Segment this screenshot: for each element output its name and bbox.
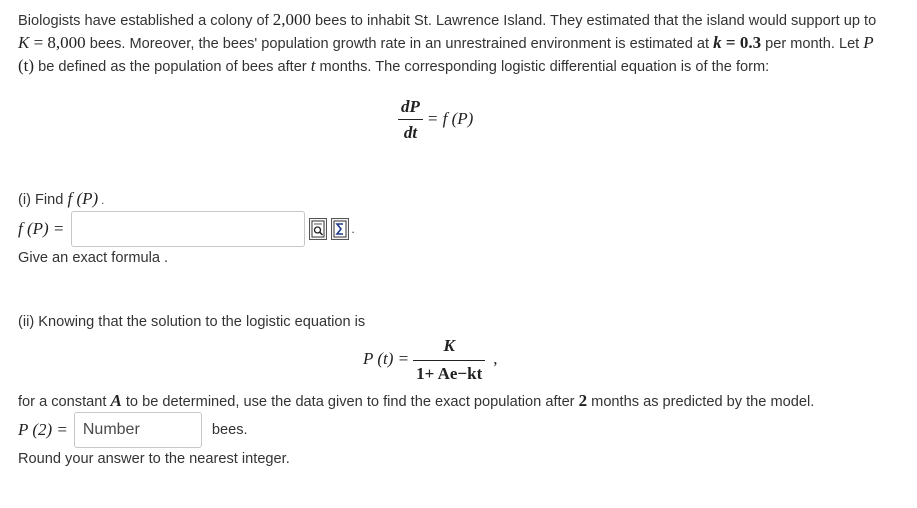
population-answer-row — [18, 412, 248, 448]
unit-label: bees. — [211, 422, 248, 438]
formula-preview-icon — [311, 220, 325, 238]
part-2-instructions: for a constant A to be determined, use the data given to find the exact population after 2 months as predicted by the model. — [18, 391, 815, 410]
logistic-solution-equation: P (t) = $\frac{K}{1+ Ae-kt}$ , — [363, 336, 498, 383]
formula-editor-button[interactable] — [331, 218, 349, 240]
formula-preview-button[interactable] — [309, 218, 327, 240]
population-number-input[interactable] — [74, 412, 202, 448]
part-2-title: (ii) Knowing that the solution to the logistic equation is — [18, 314, 366, 330]
solution-fraction: $\frac{K}{1+ Ae-kt}$ — [413, 336, 485, 384]
problem-statement: Biologists have established a colony of 2,000 bees to inhabit St. Lawrence Island. They estimated that the island would support up to K = 8,000 bees. Moreover, the bees' population growth rate in an unrestrained environment is estimated at k = 0.3 per month. Let P (t) be defined as the population of bees after t months. The corresponding logistic differential equation is of the form: — [18, 10, 877, 75]
carrying-capacity: K = 8,000 — [18, 33, 86, 52]
population-function: P (t) — [18, 33, 874, 75]
logistic-differential-equation: $\frac{dP}{dt}$ = f (P) — [398, 97, 473, 143]
growth-rate: k = 0.3 — [713, 33, 762, 52]
f-of-p-input[interactable] — [71, 211, 305, 247]
part-1-title: (i) Find f (P) . — [18, 189, 105, 208]
f-of-p-label: f (P) = — [18, 219, 65, 238]
time-variable: t — [310, 56, 316, 75]
part-1-hint: Give an exact formula . — [18, 250, 169, 266]
p-of-2-label: P (2) = — [18, 420, 68, 439]
initial-population: 2,000 — [272, 10, 311, 29]
derivative-fraction: $\frac{dP}{dt}$ — [398, 97, 423, 143]
f-of-p-answer-row: f (P) = . — [18, 211, 355, 247]
part-2-hint: Round your answer to the nearest integer. — [18, 451, 290, 467]
sigma-icon — [333, 220, 347, 238]
